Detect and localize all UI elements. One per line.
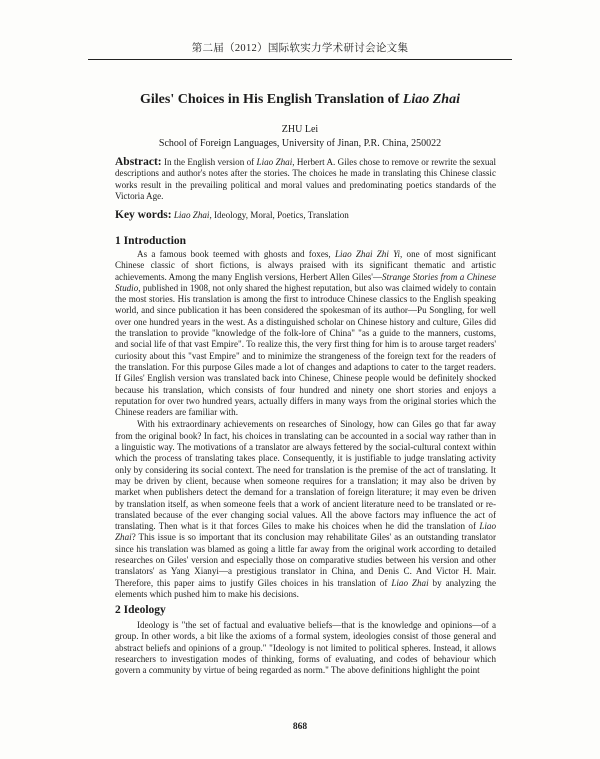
abstract-text: In the English version of Liao Zhai, Herbert A. Giles chose to remove or rewrite the sexual descriptions and author's notes after the stories. The choices he made in translating this Chinese classic works result in the prevailing political and moral values and predominating poetics standards of the Victoria Age.: [115, 157, 496, 201]
keywords-text: Liao Zhai, Ideology, Moral, Poetics, Translation: [173, 210, 349, 220]
section-heading-ideology: 2 Ideology: [115, 604, 166, 616]
abstract-label: Abstract:: [115, 156, 162, 168]
paper-title: Giles' Choices in His English Translation of Liao Zhai: [140, 92, 460, 107]
section-body-ideology: [115, 620, 496, 676]
paragraph: With his extraordinary achievements on researches of Sinology, how can Giles go that far away from the original book? In fact, his choices in translating can be accounted in a social way rather than in a linguistic way. The motivations of a translator are always fettered by the social-cultural context within which the process of translating takes place. Consequently, it is justifiable to judge translating activity only by considering its social context. The need for translation is the premise of the act of translating. It may be driven by client, because when someone requires for a translation; it may also be driven by market when publishers detect the demand for a translation of foreign literature; it may even be driven by translation itself, as when someone feels that a work of ancient literature need to be translated or re-translated because of the ever changing social values. All the above factors may influence the act of translating. Then what is it that forces Giles to make his choices when he did the translation of Liao Zhai? This issue is so important that its conclusion may rehabilitate Giles' as an outstanding translator since his translation was blamed as going a little far away from the original work according to detailed researches on Giles' version and especially those on comparative studies between his version and other translators' as Yang Xianyi—a prestigious translator in China, and Denis C. And Victor H. Mair. Therefore, this paper aims to justify Giles choices in his translation of Liao Zhai by analyzing the elements which pushed him to make his decisions.: [115, 419, 496, 599]
author-affiliation: School of Foreign Languages, University of Jinan, P.R. China, 250022: [158, 138, 442, 149]
keywords: [115, 210, 496, 221]
author-name: ZHU Lei: [281, 124, 319, 135]
page-number: 868: [292, 722, 308, 732]
paragraph: As a famous book teemed with ghosts and foxes, Liao Zhai Zhi Yi, one of most significant Chinese classic of short fictions, is always praised with its significant thematic and artistic achievements. Among the many English versions, Herbert Allen Giles'—Strange Stories from a Chinese Studio, published in 1908, not only shared the highest reputation, but also was claimed widely to contain the most stories. His translation is among the first to introduce Chinese classics to the English speaking world, and since publication it has been considered the spokesman of its author—Pu Songling, for well over one hundred years in the west. As a distinguished scholar on Chinese history and culture, Giles did the translation to provide "knowledge of the folk-lore of China" "as a guide to the manners, customs, and social life of that vast Empire". To realize this, the very first thing for him is to arouse target readers' curiosity about this "vast Empire" and to minimize the strangeness of the foreign text for the readers of the translation. For this purpose Giles made a lot of changes and adaptions to cater to the target readers. If Giles' English version was translated back into Chinese, Chinese people would be definitely shocked because his translation, which consists of four hundred and ninety one short stories and enjoys a reputation for over two hundred years, actually differs in many ways from the original stories which the Chinese readers are familiar with.: [115, 249, 496, 418]
section-body-introduction: [115, 249, 496, 600]
running-header: 第二届（2012）国际软实力学术研讨会论文集: [191, 43, 409, 54]
keywords-label: Key words:: [115, 209, 172, 221]
paragraph: Ideology is "the set of factual and evaluative beliefs—that is the knowledge and opinions—of a group. In other words, a bit like the axioms of a formal system, ideologies consist of those general and abstract beliefs and opinions of a group." "Ideology is not limited to political spheres. Instead, it allows researchers to investigation modes of thinking, forms of evaluating, and codes of behaviour which govern a community by virtue of being regarded as norm." The above definitions highlight the point: [115, 620, 496, 676]
section-heading-introduction: 1 Introduction: [115, 235, 187, 247]
header-rule: [88, 59, 512, 60]
abstract: [115, 157, 496, 202]
